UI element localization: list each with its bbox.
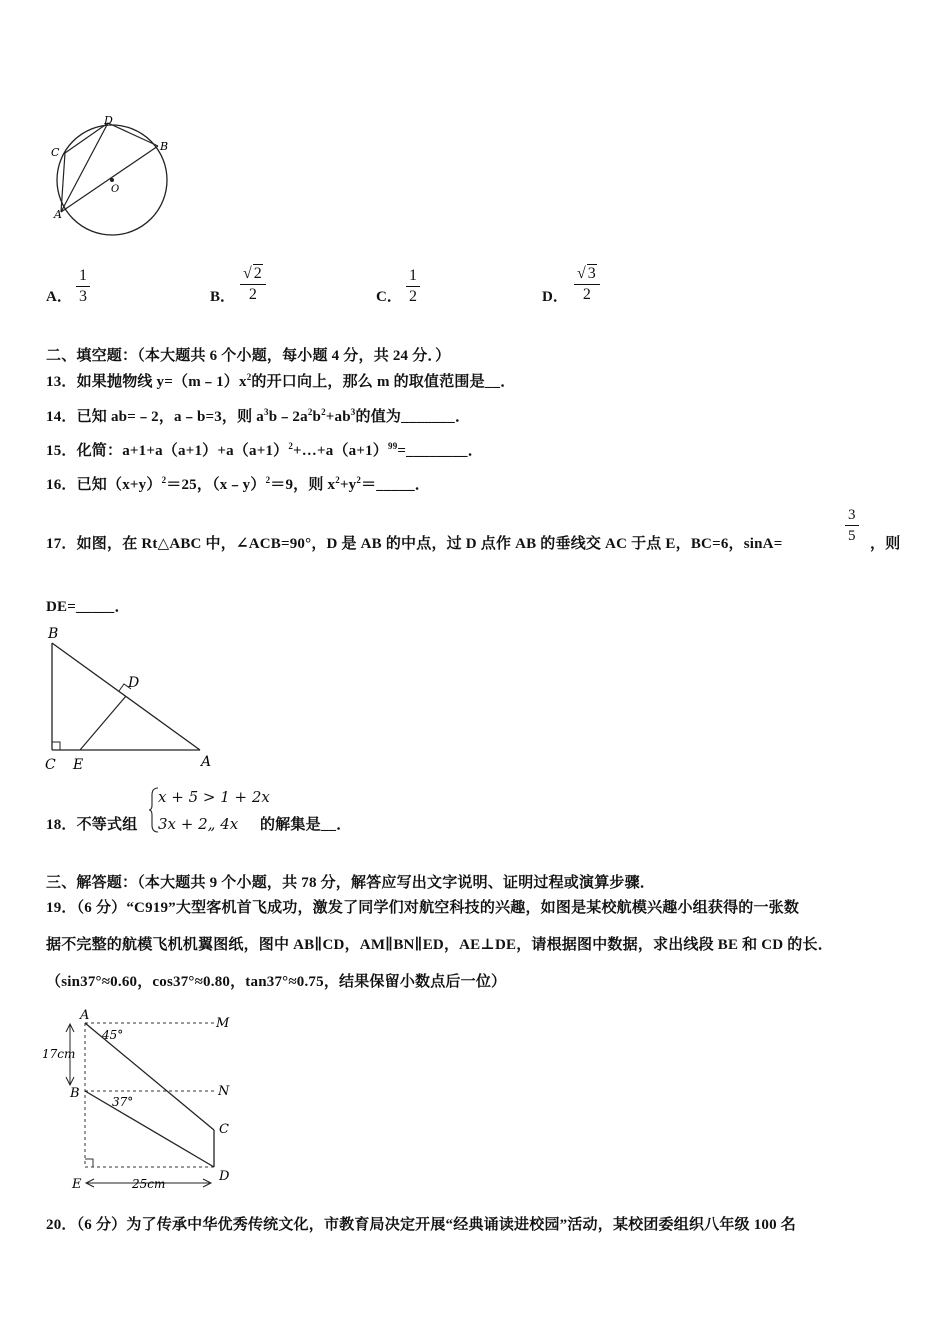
question-19-line1: 19．（6 分）“C919”大型客机首飞成功，激发了同学们对航空科技的兴趣，如图是某校航模兴趣小组获得的一张数 [46,900,800,916]
question-17-line2: DE=_____． [46,599,130,615]
label-c: C [45,757,56,773]
label-n: N [218,1084,230,1099]
question-18-pre: 18．不等式组 [46,817,138,833]
option-d-fraction: √ 3 2 [574,264,600,305]
label-a: A [201,754,212,770]
circle-figure [45,112,185,222]
inequality-row-1: x + 5 > 1 + 2x [158,788,270,806]
option-b-fraction: √ 2 2 [240,264,266,305]
angle-37-label: 37° [112,1095,134,1109]
option-a-letter: A． [46,289,72,305]
option-a-fraction: 1 3 [76,266,90,307]
label-b: B [48,626,59,642]
option-d-letter: D． [542,289,568,305]
section-2-title: 二、填空题：（本大题共 6 个小题，每小题 4 分，共 24 分．） [46,348,451,364]
wing-figure [40,1005,240,1190]
label-d: D [104,114,113,127]
question-14: 14．已知 ab=﹣2，a﹣b=3，则 $a^3b﹣2a^2b^2+ab^3$的值为_______． [46,407,471,425]
label-a: A [54,208,62,221]
label-o: O [111,184,120,195]
question-18-post: 的解集是__． [260,817,352,833]
label-e: E [73,757,84,773]
question-13: 13．如果抛物线 $y=(m﹣1)x^2$的开口向上，那么 m 的取值范围是__． [46,372,516,390]
section-3-title: 三、解答题：（本大题共 9 个小题，共 78 分，解答应写出文字说明、证明过程或演算步骤． [46,875,656,891]
label-b: B [160,140,169,153]
inequality-row-2: 3x + 2„ 4x [158,815,239,833]
label-d: D [128,675,140,691]
question-15: 15．化简：$a+1+a(a+1)+a(a+1)^2+\dots+a(a+1)^{99}=\_\_\_\_\_\_\_\_$． [46,441,483,459]
height-label: 17cm [42,1047,76,1061]
label-e: E [72,1177,82,1192]
label-c: C [219,1122,229,1137]
option-c-fraction: 1 2 [406,266,420,307]
angle-45-label: 45° [102,1028,124,1042]
question-17: 17．如图，在 Rt△ABC 中，∠ACB=90°，D 是 AB 的中点，过 D 点作 AB 的垂线交 AC 于点 E，BC=6，sinA= [46,536,783,552]
question-20: 20．（6 分）为了传承中华优秀传统文化，市教育局决定开展“经典诵读进校园”活动，某校团委组织八年级 100 名 [46,1217,796,1233]
label-d: D [219,1169,230,1184]
question-16: 16．已知$(x+y)^2=25$，（x﹣y）$^2$＝9，则 $x^2+y^2=\_\_\_\_\_$． [46,475,430,493]
label-a: A [80,1008,90,1023]
question-17-tail: ，则 [870,536,901,552]
label-b: B [70,1086,80,1101]
option-b-letter: B． [210,289,236,305]
sin-fraction: 3 5 [845,505,859,546]
question-19-line2: 据不完整的航模飞机机翼图纸，图中 AB∥CD，AM∥BN∥ED，AE⊥DE，请根据图中数据，求出线段 BE 和 CD 的长． [46,937,833,953]
label-c: C [51,146,60,159]
width-label: 25cm [132,1177,166,1191]
triangle-figure [40,625,220,773]
label-m: M [216,1016,230,1031]
option-c-letter: C． [376,289,402,305]
question-19-line3: （sin37°≈0.60，cos37°≈0.80，tan37°≈0.75，结果保留小数点后一位） [46,974,507,990]
